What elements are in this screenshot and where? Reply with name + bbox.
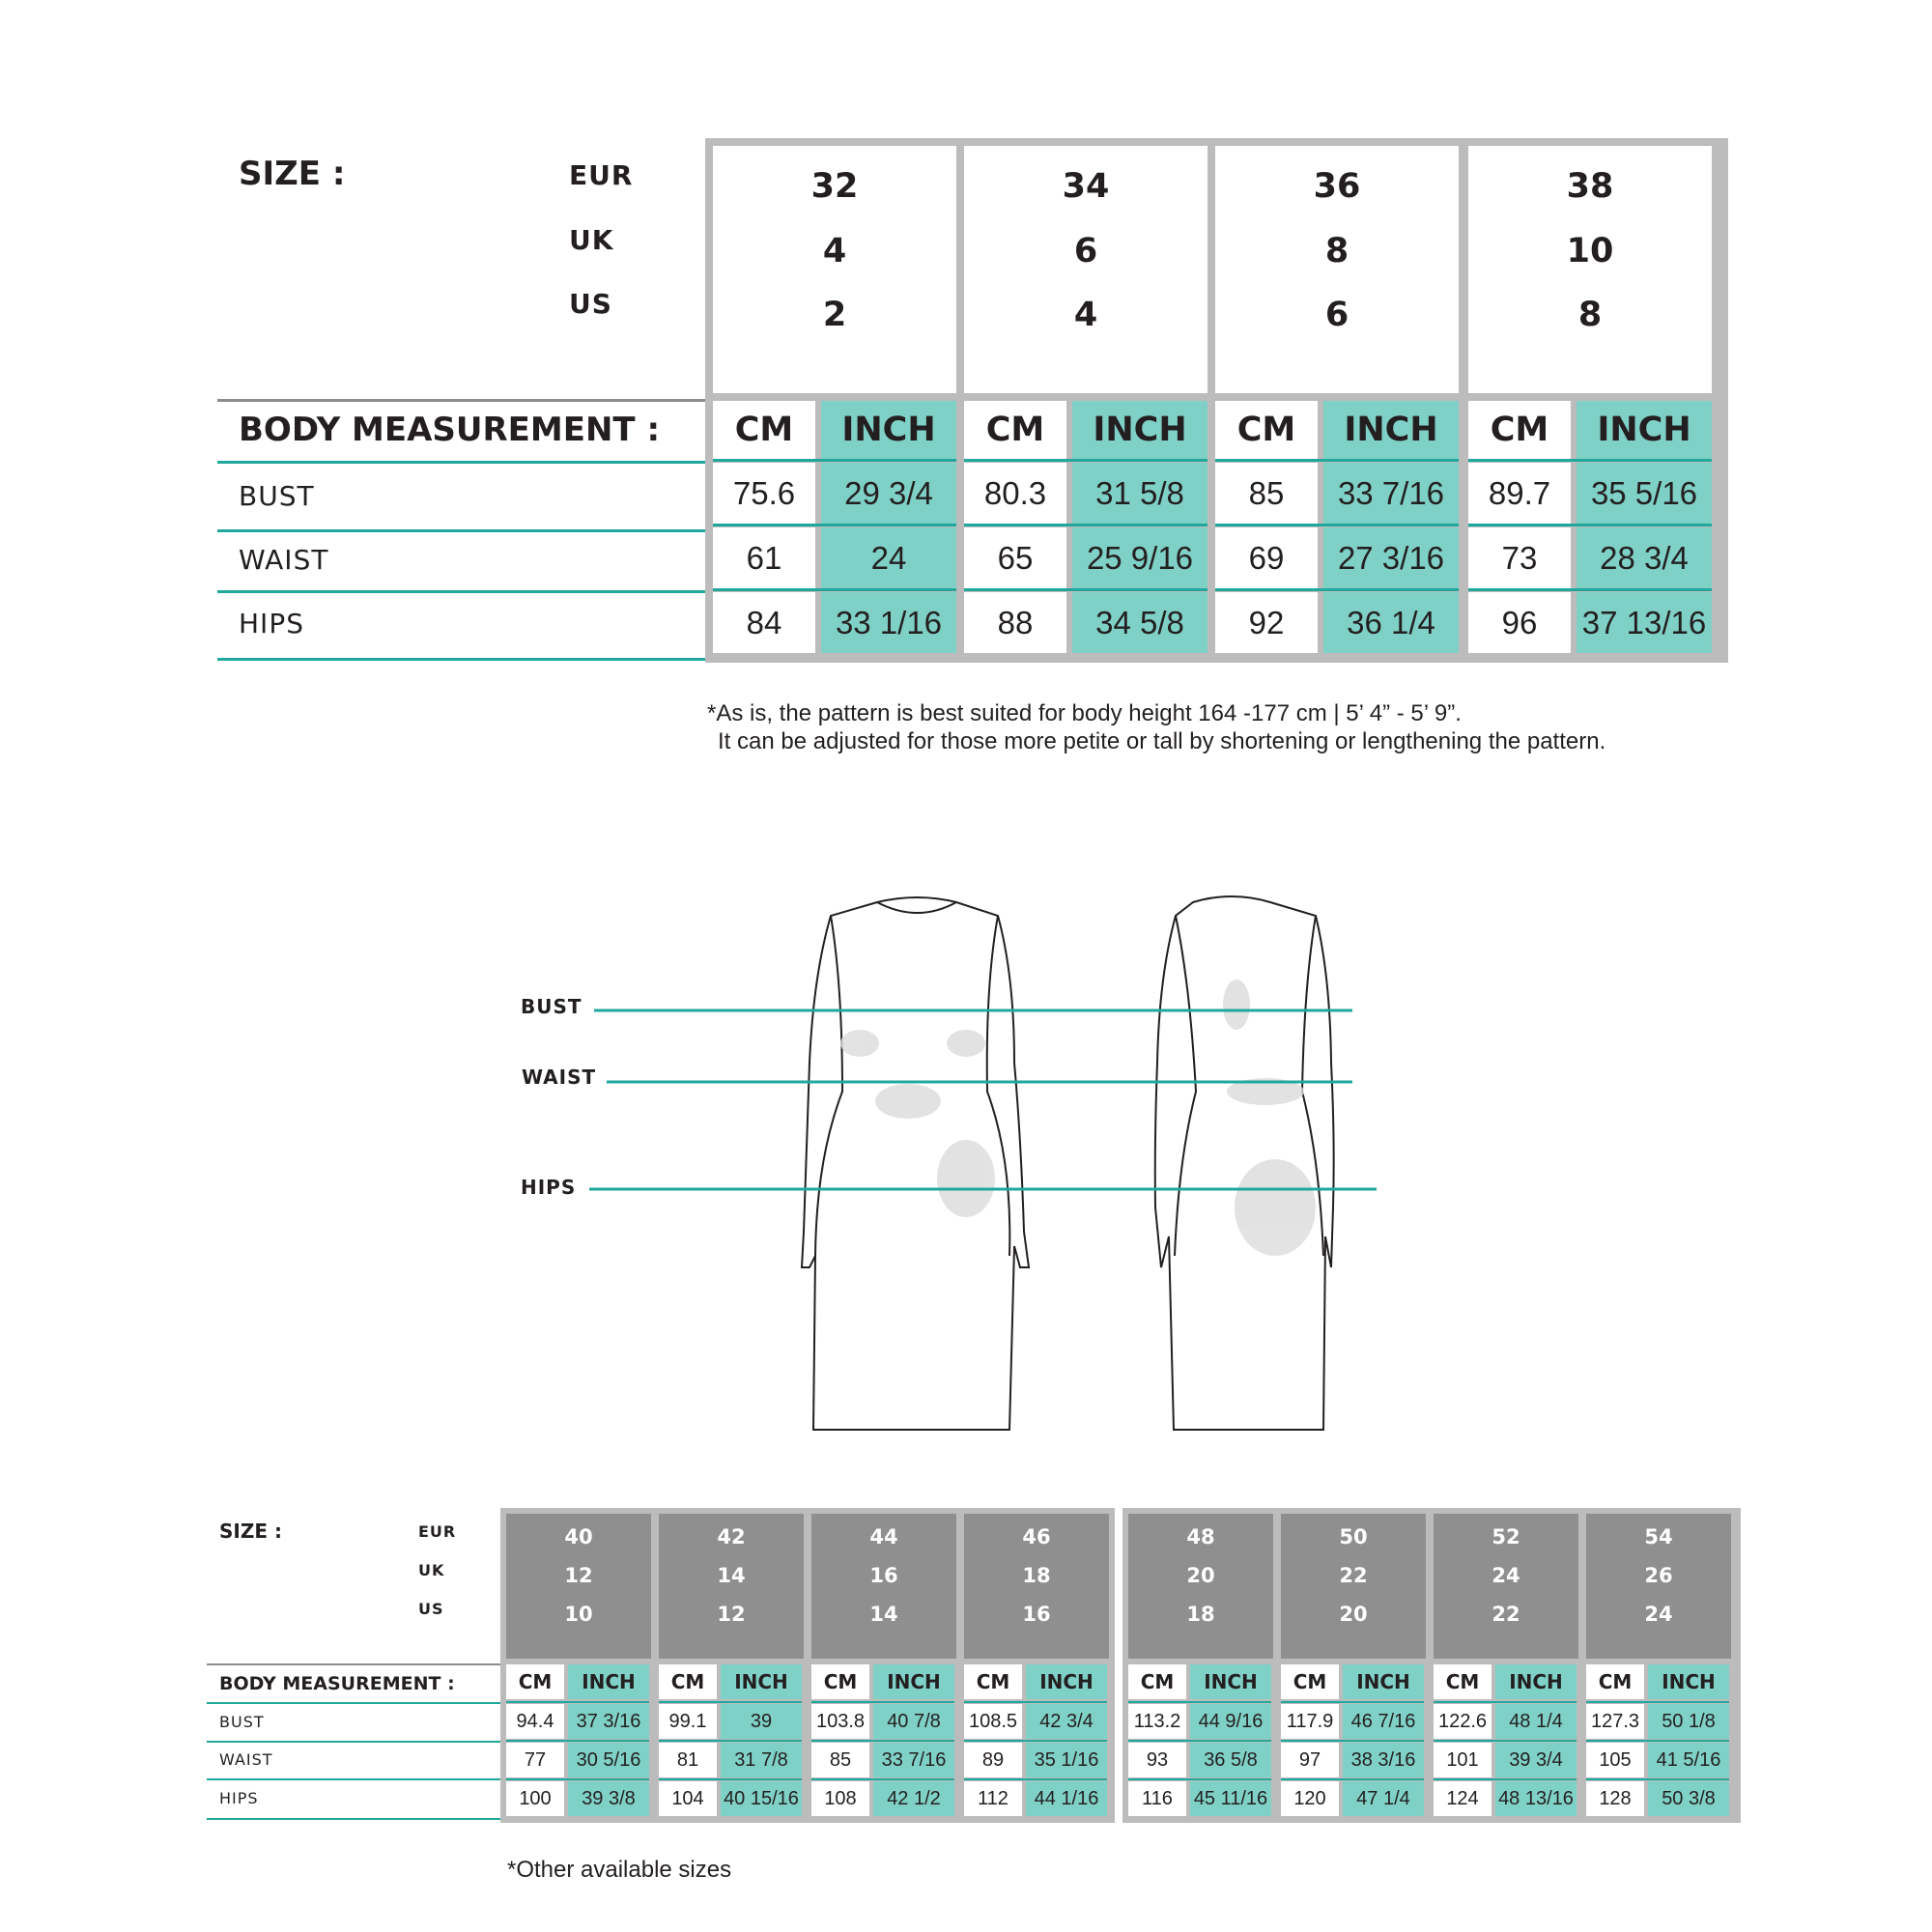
row-divider [1586,1701,1729,1703]
cell-cm: 97 [1281,1743,1339,1777]
size-us: 24 [1644,1603,1673,1626]
row-divider [1434,1701,1577,1703]
cell-cm: 99.1 [659,1704,717,1739]
unit-header-cm: CM [1586,1664,1644,1699]
row-divider [964,524,1208,526]
cell-cm: 103.8 [811,1704,869,1739]
cell-cm: 117.9 [1281,1704,1339,1739]
cell-inch: 25 9/16 [1072,527,1208,588]
row-divider [811,1740,954,1742]
cell-cm: 89 [964,1743,1022,1777]
size-uk: 10 [1566,232,1614,270]
row-divider [964,1701,1107,1703]
system-label-eur: EUR [569,159,634,191]
row-divider [506,1701,649,1703]
row-divider [1215,588,1459,591]
size-eur: 48 [1186,1525,1215,1548]
unit-header-inch: INCH [873,1664,954,1699]
body-measurement-label: BODY MEASUREMENT : [239,411,661,449]
cell-inch: 48 1/4 [1495,1704,1577,1739]
cell-inch: 39 [721,1704,802,1739]
cell-cm: 69 [1215,527,1318,588]
system-label-eur-small: EUR [418,1522,457,1541]
cell-inch: 33 1/16 [821,592,956,653]
cell-cm: 113.2 [1128,1704,1186,1739]
unit-header-inch: INCH [1577,401,1712,459]
cell-inch: 24 [821,527,956,588]
size-header-32 [713,146,956,393]
row-divider [217,529,705,532]
row-divider [1586,1778,1729,1780]
row-divider [964,588,1208,591]
unit-header-cm: CM [1215,401,1318,459]
row-divider [713,524,956,526]
row-divider-small [207,1778,500,1780]
row-divider-small [207,1702,500,1704]
size-uk: 24 [1492,1564,1520,1587]
cell-cm: 73 [1468,527,1571,588]
system-label-us: US [569,288,612,320]
size-us: 12 [717,1603,746,1626]
size-eur: 42 [717,1525,746,1548]
row-divider [217,461,705,464]
unit-header-inch: INCH [1026,1664,1107,1699]
size-label-small: SIZE : [219,1520,282,1543]
size-eur: 44 [869,1525,898,1548]
size-eur: 52 [1492,1525,1520,1548]
size-eur: 40 [564,1525,593,1548]
size-eur: 54 [1644,1525,1673,1548]
cell-inch: 31 7/8 [721,1743,802,1777]
size-header-48 [1128,1514,1273,1659]
size-uk: 26 [1644,1564,1673,1587]
unit-header-inch: INCH [821,401,956,459]
dress-measurement-diagram [502,889,1430,1439]
cell-cm: 96 [1468,592,1571,653]
unit-header-cm: CM [1281,1664,1339,1699]
cell-inch: 27 3/16 [1323,527,1459,588]
unit-header-cm: CM [1128,1664,1186,1699]
cell-cm: 108.5 [964,1704,1022,1739]
cell-inch: 31 5/8 [1072,463,1208,524]
cell-inch: 47 1/4 [1343,1781,1424,1816]
size-us: 16 [1022,1603,1051,1626]
row-divider [1215,524,1459,526]
row-divider [1281,1740,1424,1742]
unit-header-inch: INCH [1343,1664,1424,1699]
cell-inch: 34 5/8 [1072,592,1208,653]
cell-cm: 80.3 [964,463,1066,524]
size-header-54 [1586,1514,1731,1659]
size-uk: 16 [869,1564,898,1587]
size-uk: 6 [1073,232,1098,270]
row-label-bust: BUST [239,480,315,512]
size-eur: 50 [1339,1525,1368,1548]
size-header-50 [1281,1514,1426,1659]
unit-header-cm: CM [811,1664,869,1699]
size-header-52 [1434,1514,1578,1659]
size-us: 18 [1186,1603,1215,1626]
cell-inch: 30 5/16 [568,1743,649,1777]
row-divider [1468,524,1712,526]
size-us: 4 [1073,296,1098,334]
row-label-bust-small: BUST [219,1713,265,1731]
cell-cm: 85 [1215,463,1318,524]
size-us: 6 [1324,296,1350,334]
unit-header-inch: INCH [1072,401,1208,459]
cell-cm: 94.4 [506,1704,564,1739]
row-divider [1281,1778,1424,1780]
cell-inch: 37 3/16 [568,1704,649,1739]
cell-inch: 50 1/8 [1648,1704,1729,1739]
size-us: 14 [869,1603,898,1626]
row-divider [964,1778,1107,1780]
row-divider [713,588,956,591]
system-label-us-small: US [418,1600,444,1618]
cell-cm: 127.3 [1586,1704,1644,1739]
cell-inch: 41 5/16 [1648,1743,1729,1777]
cell-inch: 36 1/4 [1323,592,1459,653]
size-group-2 [1122,1508,1741,1823]
cell-cm: 77 [506,1743,564,1777]
unit-header-cm: CM [1434,1664,1492,1699]
cell-cm: 104 [659,1781,717,1816]
cell-cm: 85 [811,1743,869,1777]
row-divider [1128,1740,1271,1742]
cell-cm: 81 [659,1743,717,1777]
size-header-44 [811,1514,956,1659]
size-uk: 8 [1324,232,1350,270]
size-us: 2 [822,296,847,334]
unit-header-inch: INCH [721,1664,802,1699]
size-us: 22 [1492,1603,1520,1626]
row-divider [217,658,705,661]
system-label-uk-small: UK [418,1561,445,1579]
system-label-uk: UK [569,224,614,256]
row-divider [659,1740,802,1742]
unit-header-cm: CM [964,401,1066,459]
row-divider [1215,459,1459,462]
cell-inch: 33 7/16 [1323,463,1459,524]
cell-inch: 42 1/2 [873,1781,954,1816]
size-uk: 18 [1022,1564,1051,1587]
unit-header-inch: INCH [568,1664,649,1699]
cell-inch: 38 3/16 [1343,1743,1424,1777]
cell-inch: 46 7/16 [1343,1704,1424,1739]
row-divider [811,1701,954,1703]
cell-cm: 116 [1128,1781,1186,1816]
body-measurement-label-small: BODY MEASUREMENT : [219,1673,455,1694]
size-eur: 32 [810,167,859,206]
size-label: SIZE : [239,155,346,193]
cell-inch: 48 13/16 [1495,1781,1577,1816]
cell-cm: 122.6 [1434,1704,1492,1739]
size-uk: 14 [717,1564,746,1587]
main-table-grid [705,138,1728,663]
cell-cm: 112 [964,1781,1022,1816]
cell-cm: 89.7 [1468,463,1571,524]
row-label-hips-small: HIPS [219,1789,259,1807]
cell-cm: 124 [1434,1781,1492,1816]
row-divider [1128,1701,1271,1703]
size-us: 8 [1577,296,1603,334]
size-header-34 [964,146,1208,393]
size-header-46 [964,1514,1109,1659]
unit-header-cm: CM [713,401,815,459]
row-divider [659,1778,802,1780]
header-divider-small [207,1663,500,1665]
cell-inch: 35 1/16 [1026,1743,1107,1777]
cell-cm: 128 [1586,1781,1644,1816]
size-uk: 4 [822,232,847,270]
cell-cm: 101 [1434,1743,1492,1777]
cell-inch: 35 5/16 [1577,463,1712,524]
size-eur: 36 [1313,167,1361,206]
cell-inch: 36 5/8 [1190,1743,1271,1777]
row-divider [964,1740,1107,1742]
row-divider [1128,1778,1271,1780]
cell-inch: 37 13/16 [1577,592,1712,653]
size-us: 20 [1339,1603,1368,1626]
row-label-waist: WAIST [239,544,329,576]
cell-inch: 50 3/8 [1648,1781,1729,1816]
row-divider [1434,1740,1577,1742]
cell-cm: 108 [811,1781,869,1816]
row-divider [506,1740,649,1742]
cell-cm: 61 [713,527,815,588]
size-header-36 [1215,146,1459,393]
row-divider [659,1701,802,1703]
row-divider [964,459,1208,462]
cell-cm: 92 [1215,592,1318,653]
row-divider [1468,459,1712,462]
size-header-40 [506,1514,651,1659]
height-note-line-2: It can be adjusted for those more petite or tall by shortening or lengthening the pattern. [718,728,1606,754]
unit-header-cm: CM [964,1664,1022,1699]
row-divider [713,459,956,462]
row-label-waist-small: WAIST [219,1750,273,1769]
diagram-label-hips: HIPS [521,1176,577,1199]
unit-header-inch: INCH [1495,1664,1577,1699]
row-divider-small [207,1741,500,1743]
size-header-38 [1468,146,1712,393]
diagram-label-waist: WAIST [522,1065,597,1089]
cell-cm: 120 [1281,1781,1339,1816]
size-us: 10 [564,1603,593,1626]
cell-inch: 45 11/16 [1190,1781,1271,1816]
other-sizes-note: *Other available sizes [507,1857,732,1883]
unit-header-inch: INCH [1323,401,1459,459]
dress-back-illustration [1155,896,1334,1430]
diagram-label-bust: BUST [521,995,582,1018]
row-divider [506,1778,649,1780]
size-eur: 46 [1022,1525,1051,1548]
unit-header-cm: CM [1468,401,1571,459]
row-divider [1281,1701,1424,1703]
cell-inch: 40 15/16 [721,1781,802,1816]
cell-cm: 105 [1586,1743,1644,1777]
row-divider [217,590,705,593]
size-group-1 [500,1508,1115,1823]
cell-cm: 93 [1128,1743,1186,1777]
cell-inch: 42 3/4 [1026,1704,1107,1739]
cell-inch: 28 3/4 [1577,527,1712,588]
row-label-hips: HIPS [239,608,304,639]
unit-header-inch: INCH [1648,1664,1729,1699]
size-uk: 12 [564,1564,593,1587]
dress-front-illustration [802,897,1029,1430]
unit-header-inch: INCH [1190,1664,1271,1699]
cell-inch: 39 3/8 [568,1781,649,1816]
cell-inch: 33 7/16 [873,1743,954,1777]
cell-inch: 29 3/4 [821,463,956,524]
cell-inch: 44 9/16 [1190,1704,1271,1739]
size-uk: 20 [1186,1564,1215,1587]
size-eur: 34 [1062,167,1110,206]
unit-header-cm: CM [659,1664,717,1699]
unit-header-cm: CM [506,1664,564,1699]
row-divider-small [207,1818,500,1820]
cell-inch: 40 7/8 [873,1704,954,1739]
header-divider [217,399,705,402]
cell-inch: 39 3/4 [1495,1743,1577,1777]
cell-cm: 84 [713,592,815,653]
size-eur: 38 [1566,167,1614,206]
height-note-line-1: *As is, the pattern is best suited for body height 164 -177 cm | 5’ 4” - 5’ 9”. [707,700,1462,726]
cell-cm: 100 [506,1781,564,1816]
cell-inch: 44 1/16 [1026,1781,1107,1816]
size-uk: 22 [1339,1564,1368,1587]
row-divider [811,1778,954,1780]
cell-cm: 65 [964,527,1066,588]
row-divider [1468,588,1712,591]
cell-cm: 75.6 [713,463,815,524]
row-divider [1586,1740,1729,1742]
row-divider [1434,1778,1577,1780]
size-header-42 [659,1514,804,1659]
cell-cm: 88 [964,592,1066,653]
